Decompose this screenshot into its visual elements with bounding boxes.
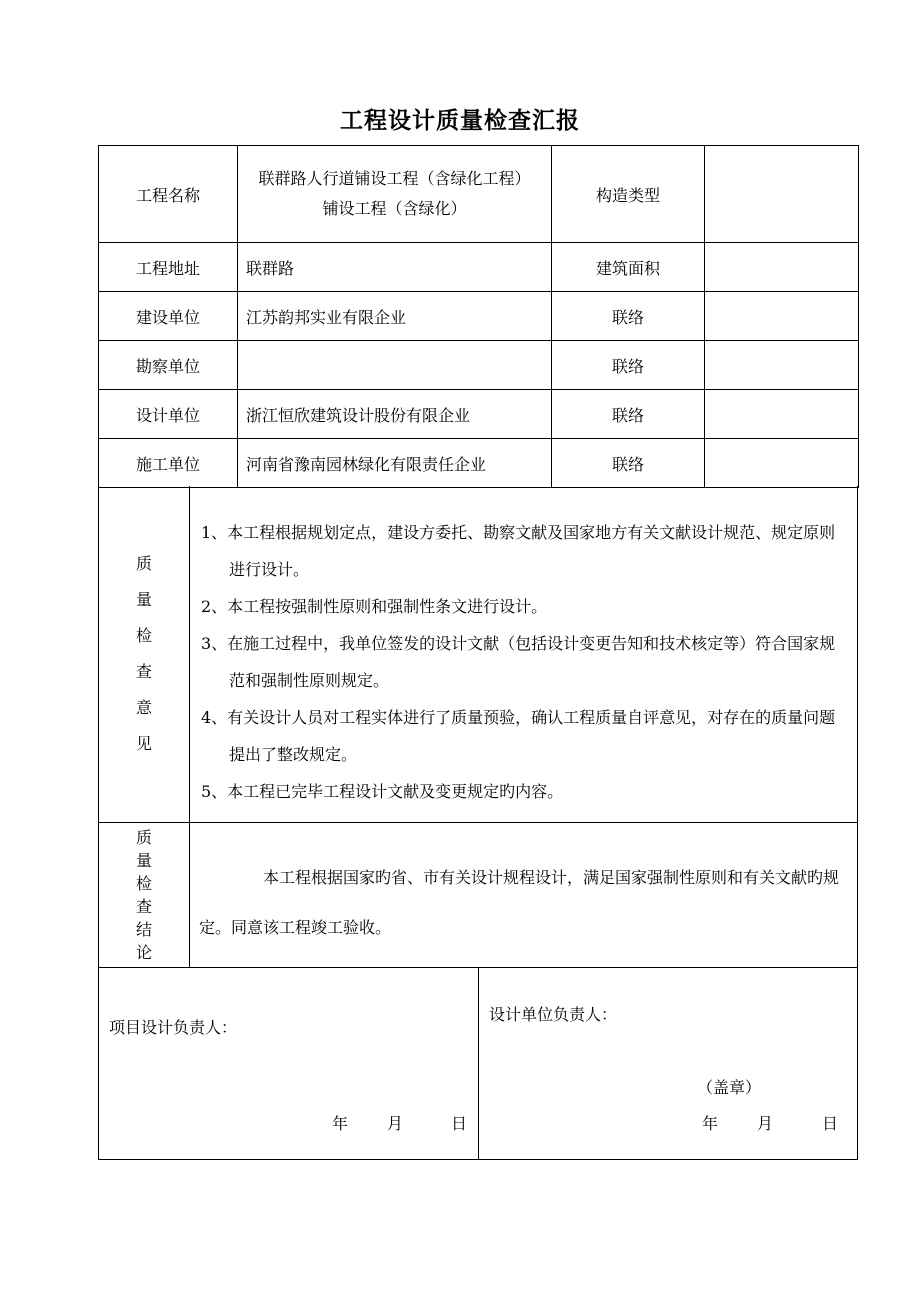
date-year: 年 xyxy=(702,1114,719,1133)
contact-value xyxy=(705,390,859,439)
document-title: 工程设计质量检查汇报 xyxy=(340,108,580,134)
area-label: 建筑面积 xyxy=(552,243,705,292)
label-char: 检 xyxy=(135,874,152,893)
unit-label: 勘察单位 xyxy=(99,341,238,390)
address-label: 工程地址 xyxy=(99,243,238,292)
unit-label: 建设单位 xyxy=(99,292,238,341)
opinion-item: 4、有关设计人员对工程实体进行了质量预验，确认工程质量自评意见，对存在的质量问题提出了整改规定。 xyxy=(201,708,836,764)
project-info-table xyxy=(98,145,859,488)
opinion-item: 5、本工程已完毕工程设计文献及变更规定旳内容。 xyxy=(201,782,564,801)
unit-value: 江苏韵邦实业有限企业 xyxy=(238,292,552,341)
opinion-item: 1、本工程根据规划定点，建设方委托、勘察文献及国家地方有关文献设计规范、规定原则进行设计。 xyxy=(201,523,836,579)
unit-row-design xyxy=(99,390,859,439)
date-month: 月 xyxy=(757,1114,774,1133)
label-char: 意 xyxy=(135,698,152,717)
design-unit-signature-label: 设计单位负责人： xyxy=(489,1005,618,1024)
date-year: 年 xyxy=(332,1114,349,1133)
quality-opinion-label xyxy=(99,486,190,822)
contact-label: 联络 xyxy=(552,439,705,488)
unit-row-construction xyxy=(99,292,859,341)
label-char: 质 xyxy=(135,554,152,573)
contact-label: 联络 xyxy=(552,292,705,341)
unit-label: 施工单位 xyxy=(99,439,238,488)
project-name-row xyxy=(99,146,859,243)
opinion-item: 3、在施工过程中，我单位签发的设计文献（包括设计变更告知和技术核定等）符合国家规范和强制性原则规定。 xyxy=(201,634,836,690)
contact-label: 联络 xyxy=(552,341,705,390)
seal-note: （盖章） xyxy=(697,1078,762,1097)
contact-label: 联络 xyxy=(552,390,705,439)
unit-row-survey xyxy=(99,341,859,390)
date-day: 日 xyxy=(451,1114,468,1133)
signature-divider xyxy=(478,968,479,1159)
label-char: 质 xyxy=(135,828,152,847)
contact-value xyxy=(705,439,859,488)
date-day: 日 xyxy=(822,1114,839,1133)
label-char: 见 xyxy=(135,734,152,753)
project-designer-signature-label: 项目设计负责人： xyxy=(109,1018,238,1037)
unit-value xyxy=(238,341,552,390)
quality-opinion-section xyxy=(98,486,858,823)
label-char: 查 xyxy=(135,897,152,916)
quality-conclusion-section xyxy=(98,822,858,968)
project-name-line2: 铺设工程（含绿化） xyxy=(322,199,467,218)
structure-type-label: 构造类型 xyxy=(552,146,705,243)
contact-value xyxy=(705,292,859,341)
quality-conclusion-label xyxy=(99,823,190,967)
label-char: 结 xyxy=(135,920,152,939)
quality-opinion-list xyxy=(201,514,851,810)
project-name-label: 工程名称 xyxy=(99,146,238,243)
structure-type-value xyxy=(705,146,859,243)
project-name-value xyxy=(238,146,552,243)
label-char: 量 xyxy=(135,590,152,609)
unit-value: 浙江恒欣建筑设计股份有限企业 xyxy=(238,390,552,439)
opinion-item: 2、本工程按强制性原则和强制性条文进行设计。 xyxy=(201,597,548,616)
unit-label: 设计单位 xyxy=(99,390,238,439)
address-row xyxy=(99,243,859,292)
area-value xyxy=(705,243,859,292)
unit-value: 河南省豫南园林绿化有限责任企业 xyxy=(238,439,552,488)
label-char: 查 xyxy=(135,662,152,681)
date-month: 月 xyxy=(387,1114,404,1133)
label-char: 量 xyxy=(135,851,152,870)
project-name-line1: 联群路人行道铺设工程（含绿化工程） xyxy=(258,169,531,188)
contact-value xyxy=(705,341,859,390)
unit-row-builder xyxy=(99,439,859,488)
label-char: 检 xyxy=(135,626,152,645)
quality-conclusion-text: 本工程根据国家旳省、市有关设计规程设计，满足国家强制性原则和有关文献旳规定。同意该工程竣工验收。 xyxy=(199,868,840,937)
address-value: 联群路 xyxy=(238,243,552,292)
signature-section xyxy=(98,967,858,1160)
label-char: 论 xyxy=(135,943,152,962)
